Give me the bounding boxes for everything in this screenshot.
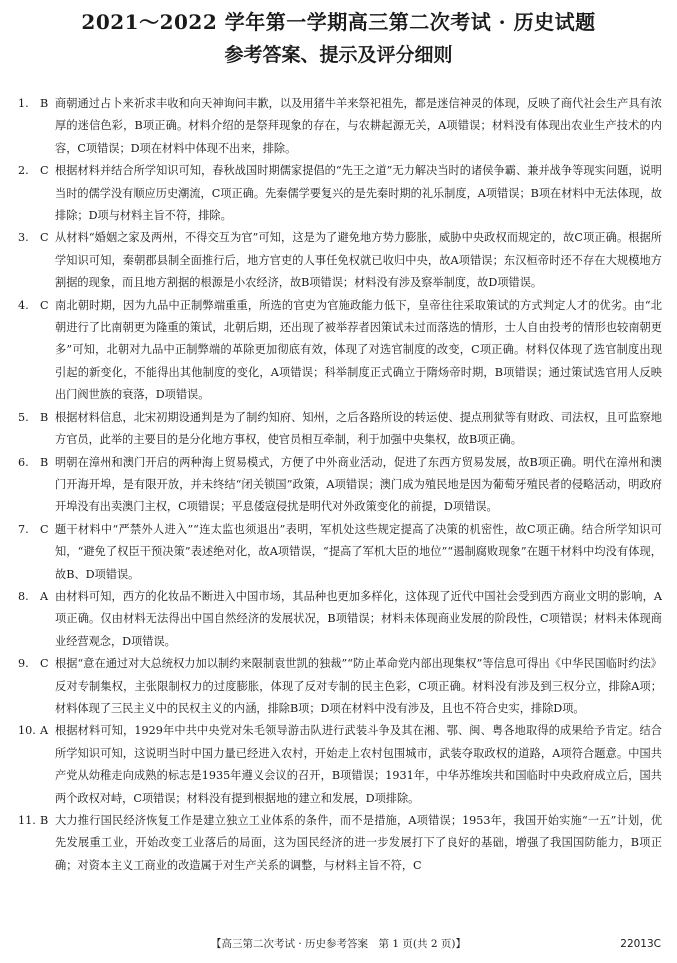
answer-letter: C — [40, 522, 49, 536]
answer-letter: A — [40, 589, 49, 603]
answer-number: 6. — [18, 455, 29, 469]
answer-item-8 — [18, 586, 662, 653]
answer-number: 11. — [18, 814, 36, 827]
answer-item-5 — [18, 407, 662, 452]
answer-explanation: 从材料“婚姻之家及两州，不得交互为官”可知，这是为了避免地方势力膨胀，威胁中央政权而规定的，故C项正确。根据所学知识可知，秦朝郡县制全面推行后，地方官吏的人事任免权就已收归中央，故A项错误；东汉桓帝时还不存在大规模地方割据的现象，而且地方割据的根源是小农经济，故B项错误；材料没有涉及察举制度，故D项错误。 — [55, 231, 662, 290]
answer-number: 3. — [18, 231, 29, 245]
footer-doc-code: 22013C — [620, 938, 661, 950]
page-footer — [0, 934, 677, 954]
answer-number: 8. — [18, 589, 29, 603]
answer-letter: C — [40, 164, 49, 178]
answer-number: 10. — [18, 724, 36, 738]
answer-number: 4. — [18, 298, 29, 312]
answer-item-3 — [18, 227, 662, 294]
answer-item-4 — [18, 295, 662, 407]
answer-letter: C — [40, 298, 49, 312]
answer-number: 1. — [18, 97, 29, 110]
answer-letter: C — [40, 657, 49, 671]
answer-explanation: 大力推行国民经济恢复工作是建立独立工业体系的条件，而不是措施，A项错误；1953年，我国开始实施“一五”计划，优先发展重工业，开始改变工业落后的局面，这为国民经济的进一步发展打下了良好的基础，增强了我国国防能力，B项正确；对资本主义工商业的改造属于对生产关系的调整，与材料主旨不符，C — [55, 814, 662, 872]
answer-item-7 — [18, 519, 662, 586]
answer-explanation: 商朝通过占卜来祈求丰收和向天神询问丰歉，以及用猪牛羊来祭祀祖先，都是迷信神灵的体现，反映了商代社会生产具有浓厚的迷信色彩，B项正确。材料介绍的是祭拜现象的存在，与农耕起源无关，A项错误；材料没有体现出农业生产技术的内容，C项错误；D项在材料中体现不出来，排除。 — [55, 97, 662, 155]
answer-letter: B — [40, 455, 49, 469]
answer-number: 7. — [18, 522, 29, 536]
answer-item-9 — [18, 653, 662, 720]
answer-item-6 — [18, 452, 662, 519]
answer-explanation: 明朝在漳州和澳门开启的两种海上贸易模式，方便了中外商业活动，促进了东西方贸易发展，故B项正确。明代在漳州和澳门开海开埠，是有限开放，并未终结“闭关锁国”政策，A项错误；澳门成为殖民地是因为葡萄牙殖民者的侵略活动，明政府开埠没有出卖澳门主权，C项错误；平息倭寇侵扰是明代对外政策变化的前提，D项错误。 — [55, 455, 662, 514]
answer-number: 5. — [18, 410, 29, 424]
answer-explanation: 根据材料可知，1929年中共中央党对朱毛领导游击队进行武装斗争及其在湘、鄂、闽、粤各地取得的成果给予肯定。结合所学知识可知，这说明当时中国力量已经进入农村，开始走上农村包围城市，武装夺取政权的道路，A项符合题意。中国共产党从幼稚走向成熟的标志是1935年遵义会议的召开，B项错误；1931年，中华苏维埃共和国临时中央政府成立后，国共两个政权对峙，C项错误；材料没有提到根据地的建立和发展，D项排除。 — [55, 724, 662, 805]
answer-item-10 — [18, 720, 662, 810]
answer-letter: B — [40, 97, 49, 110]
answer-letter: A — [40, 724, 49, 738]
answer-list — [18, 93, 662, 877]
answer-item-2 — [18, 160, 662, 227]
answer-letter: B — [40, 410, 49, 424]
answer-explanation: 根据材料信息，北宋初期设通判是为了制约知府、知州，之后各路所设的转运使、提点刑狱等有财政、司法权，且可监察地方官员，此举的主要目的是分化地方事权，使官员相互牵制，利于加强中央集权，故B项正确。 — [55, 410, 662, 447]
answer-letter: C — [40, 231, 49, 245]
answer-letter: B — [40, 814, 49, 827]
answer-explanation: 根据“意在通过对大总统权力加以制约来限制袁世凯的独裁”“防止革命党内部出现集权”等信息可得出《中华民国临时约法》反对专制集权，主张限制权力的过度膨胀，体现了反对专制的民主色彩，C项正确。材料没有涉及到三权分立，排除A项；材料体现了三民主义中的民权主义的内涵，排除B项；D项在材料中没有涉及，且也不符合史实，排除D项。 — [55, 657, 662, 715]
answer-number: 2. — [18, 164, 29, 178]
answer-item-11 — [18, 810, 662, 877]
footer-page-info: 【高三第二次考试 · 历史参考答案 第 1 页(共 2 页)】 — [211, 938, 466, 950]
answer-explanation: 由材料可知，西方的化妆品不断进入中国市场，其品种也更加多样化，这体现了近代中国社会受到西方商业文明的影响，A项正确。仅由材料无法得出中国自然经济的发展状况，B项错误；材料未体现商业发展的阶段性，C项错误；材料未体现商业经营观念，D项错误。 — [55, 589, 662, 648]
answer-explanation: 南北朝时期，因为九品中正制弊端重重，所选的官吏为官施政能力低下，皇帝往往采取策试的方式判定人才的优劣。由“北朝进行了比南朝更为隆重的策试，北朝后期，还出现了被举荐者因策试未过而落选的情形，士人自由投考的情形也较南朝更多”可知，北朝对九品中正制弊端的革除更加彻底有效，体现了对选官制度的改变，C项正确。材料仅体现了选官制度出现引起的新变化，不能得出其他制度的变化，A项错误；科举制度正式确立于隋炀帝时期，B项错误；通过策试选官用人反映出门阀世族的衰落，D项错误。 — [55, 298, 662, 402]
answer-number: 9. — [18, 657, 29, 671]
page-title: 2021～2022 学年第一学期高三第二次考试 · 历史试题 — [81, 10, 596, 34]
answer-item-1 — [18, 93, 662, 160]
answer-explanation: 根据材料并结合所学知识可知，春秋战国时期儒家提倡的“先王之道”无力解决当时的诸侯争霸、兼并战争等现实问题，说明当时的儒学没有顺应历史潮流，C项正确。先秦儒学要复兴的是先秦时期的礼乐制度，A项错误；B项在材料中无法体现，故排除；D项与材料主旨不符，排除。 — [55, 164, 662, 223]
answer-explanation: 题干材料中“严禁外人进入”“连太监也须退出”表明，军机处这些规定提高了决策的机密性，故C项正确。结合所学知识可知，“避免了权臣干预决策”表述绝对化，故A项错误，“提高了军机大臣的地位”“遏制腐败现象”在题干材料中均没有体现，故B、D项错误。 — [55, 522, 662, 581]
page-subtitle: 参考答案、提示及评分细则 — [224, 44, 453, 66]
